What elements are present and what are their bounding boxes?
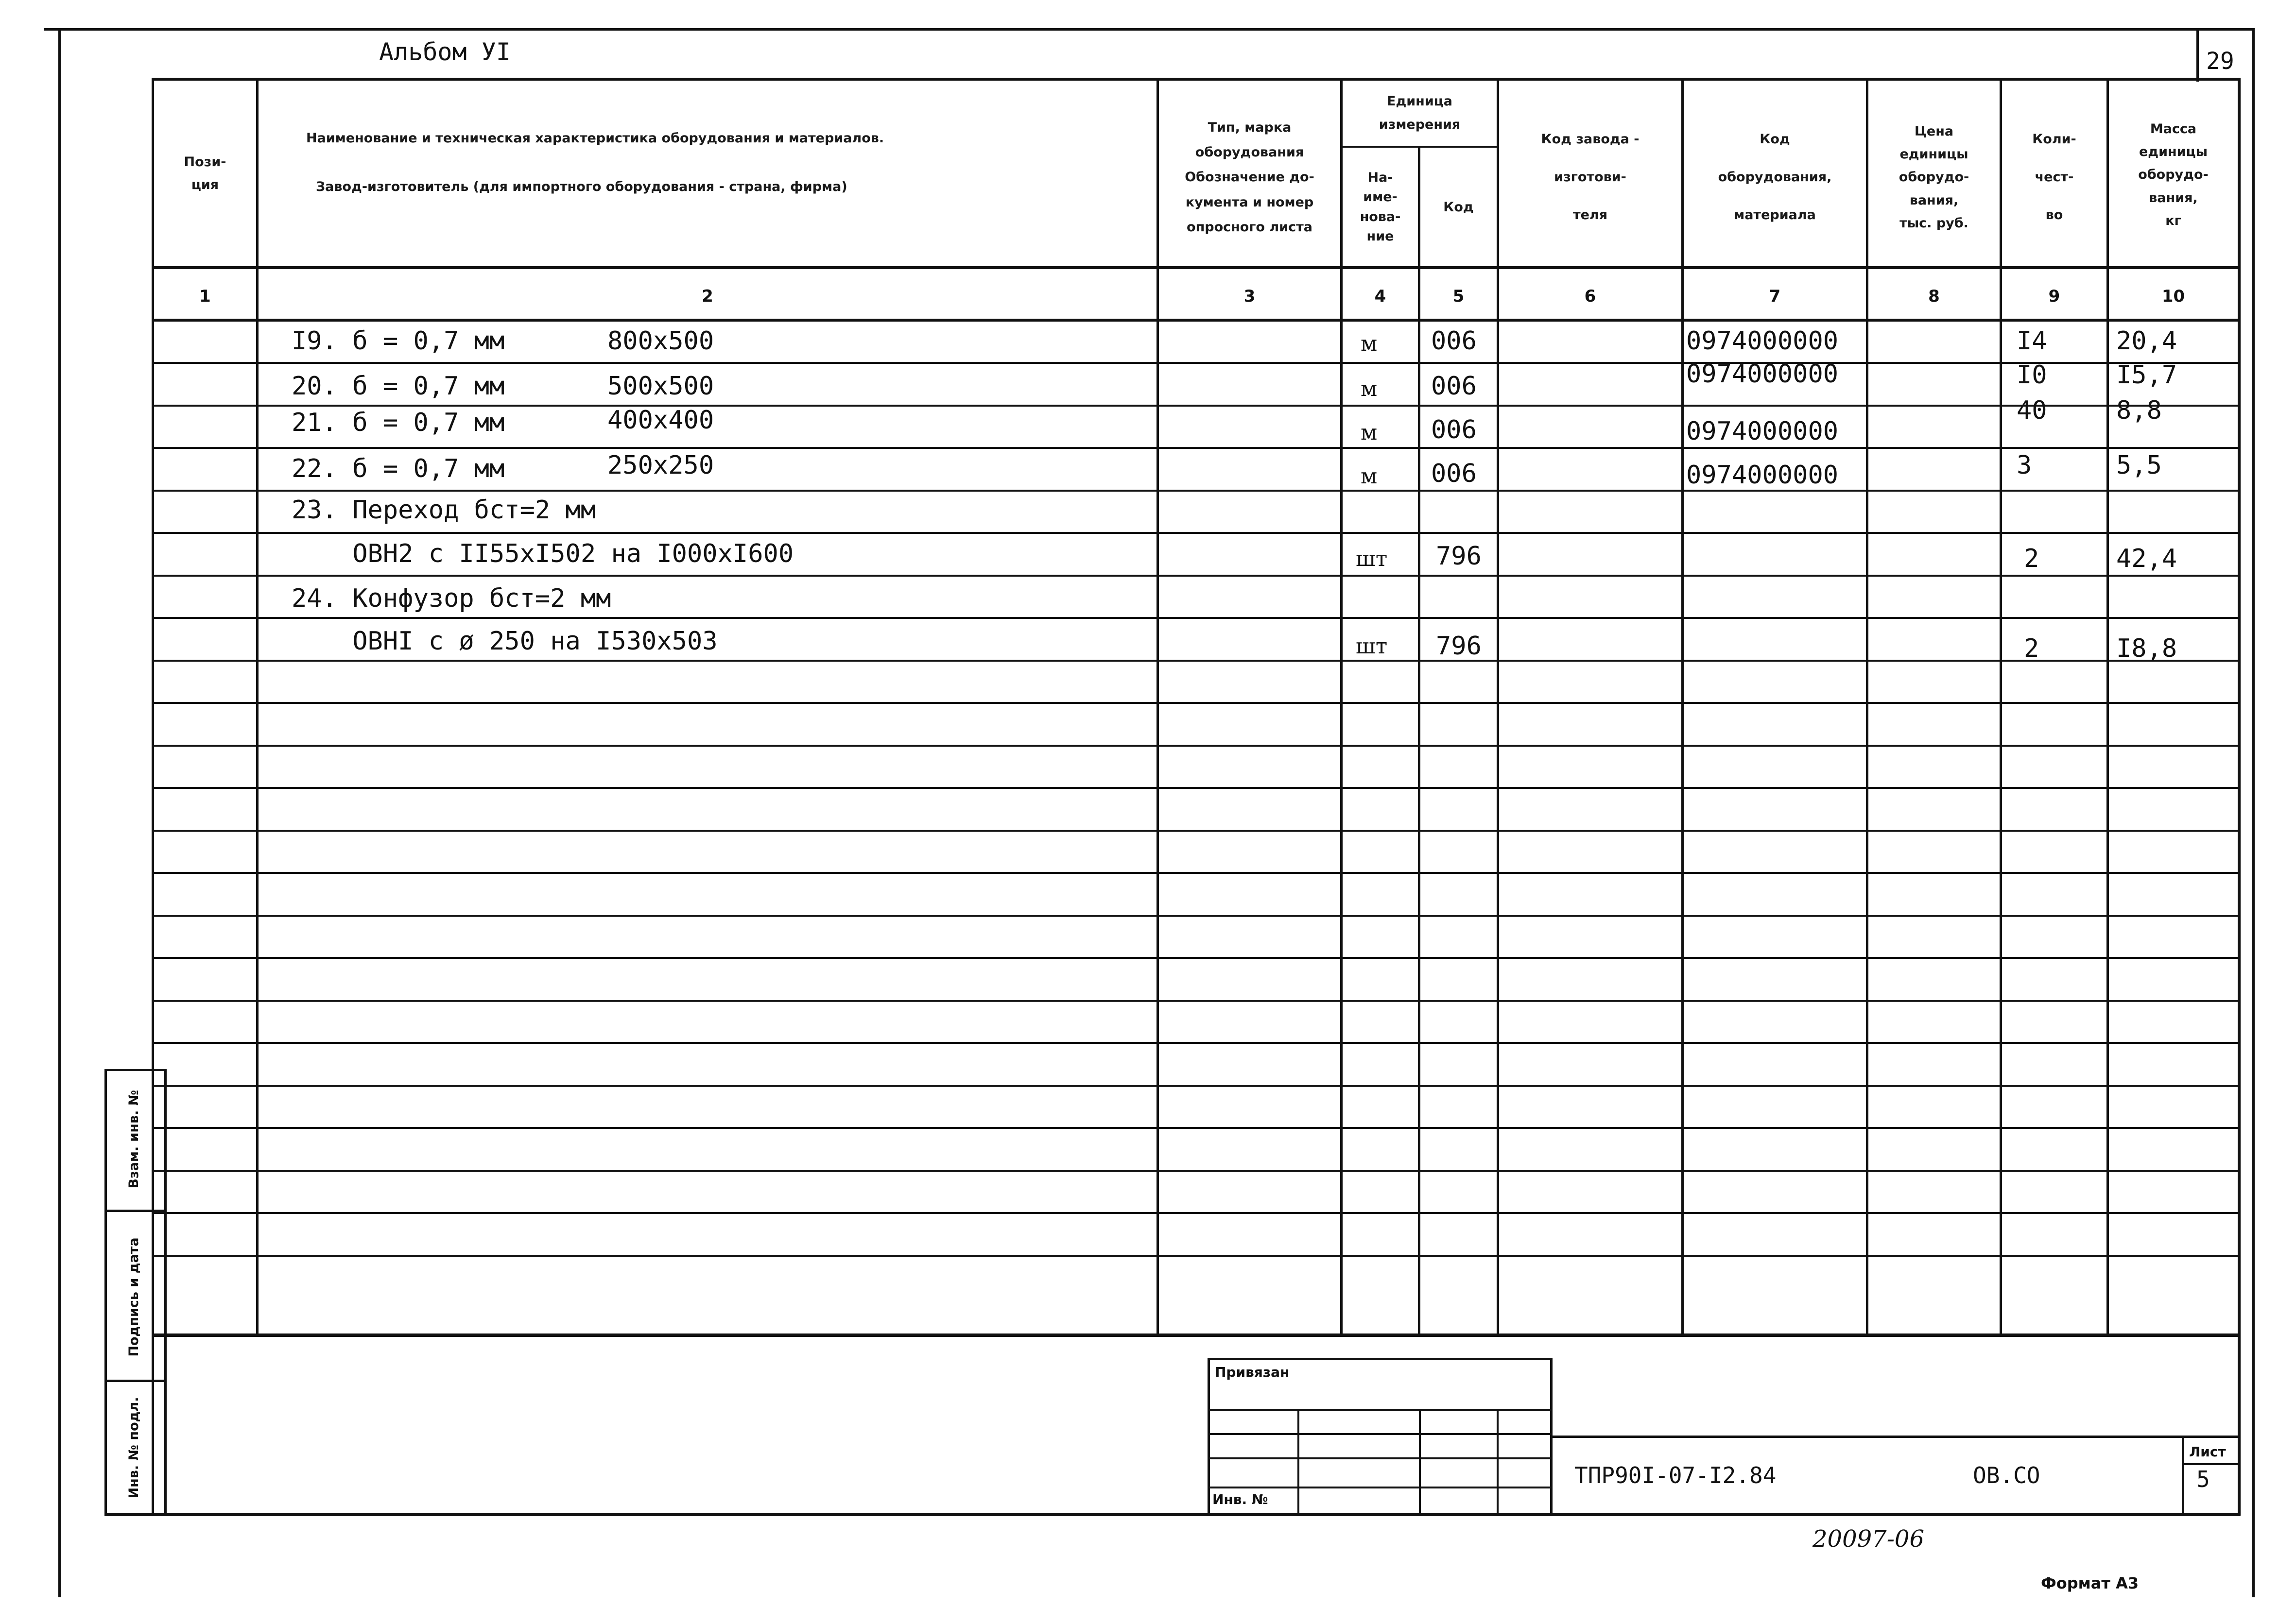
row-4-material-code: 0974000000 <box>1686 461 1839 490</box>
col-sep-7 <box>1866 78 1868 1336</box>
side-label-podpis: Подпись и дата <box>126 1237 141 1357</box>
outer-right-border <box>2252 28 2255 1597</box>
stamp-left <box>1208 1358 1210 1516</box>
row-3-qty: 40 <box>2017 396 2047 425</box>
colnum-6: 6 <box>1584 287 1596 306</box>
header-col-6: Код завода - изготови- теля <box>1541 131 1640 223</box>
header-col-3: Тип, марка оборудования Обозначение до- кумента и номер опросного листа <box>1185 120 1314 235</box>
row-line <box>152 490 2240 492</box>
stamp-col-1 <box>1297 1409 1299 1513</box>
row-line <box>152 1085 2240 1087</box>
row-6-name: ОВН2 с II55xI502 на I000xI600 <box>292 539 794 568</box>
stamp-row-4 <box>1208 1487 1553 1488</box>
outer-left-border <box>58 28 61 1597</box>
row-6-mass: 42,4 <box>2116 544 2177 573</box>
page-number: 29 <box>2206 48 2234 75</box>
row-2-size: 500x500 <box>607 372 714 401</box>
colnum-7: 7 <box>1769 287 1781 306</box>
header-unit-group: Единица измерения <box>1379 94 1461 132</box>
row-2-unit-code: 006 <box>1431 372 1477 401</box>
stamp-top <box>1208 1358 1553 1360</box>
frame-bottom <box>104 1513 2240 1516</box>
row-1-material-code: 0974000000 <box>1686 326 1839 356</box>
row-3-name: 21. б = 0,7 мм <box>292 408 505 437</box>
side-strip-right <box>164 1069 167 1516</box>
colnum-10: 10 <box>2161 287 2185 306</box>
col-sep-8 <box>2000 78 2002 1336</box>
row-4-qty: 3 <box>2017 451 2032 480</box>
row-5-name: 23. Переход бст=2 мм <box>292 496 596 525</box>
row-2-material-code: 0974000000 <box>1686 359 1839 389</box>
row-2-qty: I0 <box>2017 360 2047 390</box>
colnum-1: 1 <box>199 287 211 306</box>
row-1-mass: 20,4 <box>2116 326 2177 356</box>
row-line <box>152 745 2240 747</box>
col-sep-5 <box>1497 78 1499 1336</box>
handwritten-number: 20097-06 <box>1813 1525 1924 1553</box>
stamp-row-3 <box>1208 1457 1553 1459</box>
table-right <box>2238 78 2241 1516</box>
row-line <box>152 872 2240 874</box>
header-col-9: Коли- чест- во <box>2032 131 2076 223</box>
page-box-left <box>2196 28 2199 82</box>
col-sep-9 <box>2106 78 2109 1336</box>
row-line <box>152 447 2240 449</box>
row-line <box>152 405 2240 407</box>
col-sep-2 <box>1157 78 1159 1336</box>
row-1-size: 800x500 <box>607 326 714 356</box>
outer-top-border <box>44 28 2255 31</box>
unit-group-divider <box>1340 146 1499 148</box>
col-sep-1 <box>256 78 259 1336</box>
row-1-unit: м <box>1361 331 1378 356</box>
stamp-inv-no: Инв. № <box>1212 1491 1268 1507</box>
side-label-vzam: Взам. инв. № <box>126 1090 141 1189</box>
row-line <box>152 915 2240 917</box>
row-line <box>152 362 2240 364</box>
col-sep-4 <box>1418 146 1420 1336</box>
side-label-inv: Инв. № подл. <box>126 1397 141 1499</box>
header-col-7: Код оборудования, материала <box>1718 131 1832 223</box>
row-1-qty: I4 <box>2017 326 2047 356</box>
header-col-4: На- име- нова- ние <box>1360 170 1401 244</box>
row-8-unit: шт <box>1356 634 1388 659</box>
row-4-unit-code: 006 <box>1431 459 1477 488</box>
row-4-unit: м <box>1361 464 1378 489</box>
row-2-mass: I5,7 <box>2116 360 2177 390</box>
row-8-mass: I8,8 <box>2116 634 2177 663</box>
side-strip-left <box>104 1069 107 1516</box>
doc-code: ТПР90I-07-I2.84 <box>1574 1462 1777 1488</box>
row-1-unit-code: 006 <box>1431 326 1477 356</box>
row-6-unit: шт <box>1356 547 1388 571</box>
row-7-name: 24. Конфузор бст=2 мм <box>292 584 611 613</box>
sheet-number: 5 <box>2196 1466 2210 1492</box>
header-col-10: Масса единицы оборудо- вания, кг <box>2138 121 2209 228</box>
row-8-qty: 2 <box>2024 634 2039 663</box>
doc-section: ОВ.СО <box>1973 1462 2040 1488</box>
sheet-box-left <box>2182 1438 2184 1513</box>
colnum-8: 8 <box>1928 287 1940 306</box>
row-3-mass: 8,8 <box>2116 396 2162 425</box>
colnum-9: 9 <box>2048 287 2060 306</box>
stamp-col-3 <box>1497 1409 1499 1513</box>
row-line <box>152 660 2240 662</box>
header-col-1: Пози- ция <box>184 154 226 192</box>
album-title: Альбом УI <box>379 38 511 66</box>
row-3-unit-code: 006 <box>1431 415 1477 444</box>
row-2-unit: м <box>1361 376 1378 401</box>
stamp-col-2 <box>1419 1409 1421 1513</box>
row-line <box>152 957 2240 959</box>
row-4-name: 22. б = 0,7 мм <box>292 454 505 483</box>
row-line <box>152 1170 2240 1172</box>
row-line <box>152 617 2240 619</box>
sheet-label: Лист <box>2189 1444 2226 1460</box>
row-line <box>152 1212 2240 1214</box>
row-3-material-code: 0974000000 <box>1686 417 1839 446</box>
row-6-unit-code: 796 <box>1436 542 1482 571</box>
row-line <box>152 702 2240 704</box>
format-label: Формат А3 <box>2041 1574 2139 1592</box>
row-line <box>152 532 2240 534</box>
col-sep-6 <box>1681 78 1684 1336</box>
row-line <box>152 1255 2240 1257</box>
header-bottom <box>152 266 2240 269</box>
colnum-4: 4 <box>1374 287 1386 306</box>
header-col-5: Код <box>1443 199 1474 215</box>
row-line <box>152 830 2240 832</box>
row-3-unit: м <box>1361 420 1378 445</box>
row-8-unit-code: 796 <box>1436 632 1482 661</box>
row-line <box>152 1127 2240 1129</box>
colnum-2: 2 <box>702 287 713 306</box>
header-col-2-line1: Наименование и техническая характеристика оборудования и материалов. <box>306 131 884 146</box>
row-4-size: 250x250 <box>607 451 714 480</box>
row-line <box>152 787 2240 789</box>
stamp-row-1 <box>1208 1409 1553 1411</box>
row-2-name: 20. б = 0,7 мм <box>292 372 505 401</box>
table-bottom <box>152 1333 2240 1337</box>
col-sep-3 <box>1340 78 1343 1336</box>
header-col-2-line2: Завод-изготовитель (для импортного оборудования - страна, фирма) <box>316 179 847 195</box>
row-3-size: 400x400 <box>607 406 714 435</box>
row-4-mass: 5,5 <box>2116 451 2162 480</box>
title-block-top <box>1550 1436 2240 1438</box>
row-8-name: ОВНI с ø 250 на I530x503 <box>292 627 718 656</box>
sheet-box-div <box>2182 1463 2240 1465</box>
header-col-8: Цена единицы оборудо- вания, тыс. руб. <box>1899 123 1969 231</box>
row-line <box>152 575 2240 577</box>
colnum-3: 3 <box>1243 287 1256 306</box>
row-line <box>152 1042 2240 1044</box>
stamp-row-2 <box>1208 1433 1553 1435</box>
row-1-name: I9. б = 0,7 мм <box>292 326 505 356</box>
stamp-privyazan: Привязан <box>1215 1364 1290 1380</box>
row-6-qty: 2 <box>2024 544 2039 573</box>
table-top <box>152 78 2240 81</box>
row-line <box>152 1000 2240 1002</box>
colnum-5: 5 <box>1452 287 1465 306</box>
